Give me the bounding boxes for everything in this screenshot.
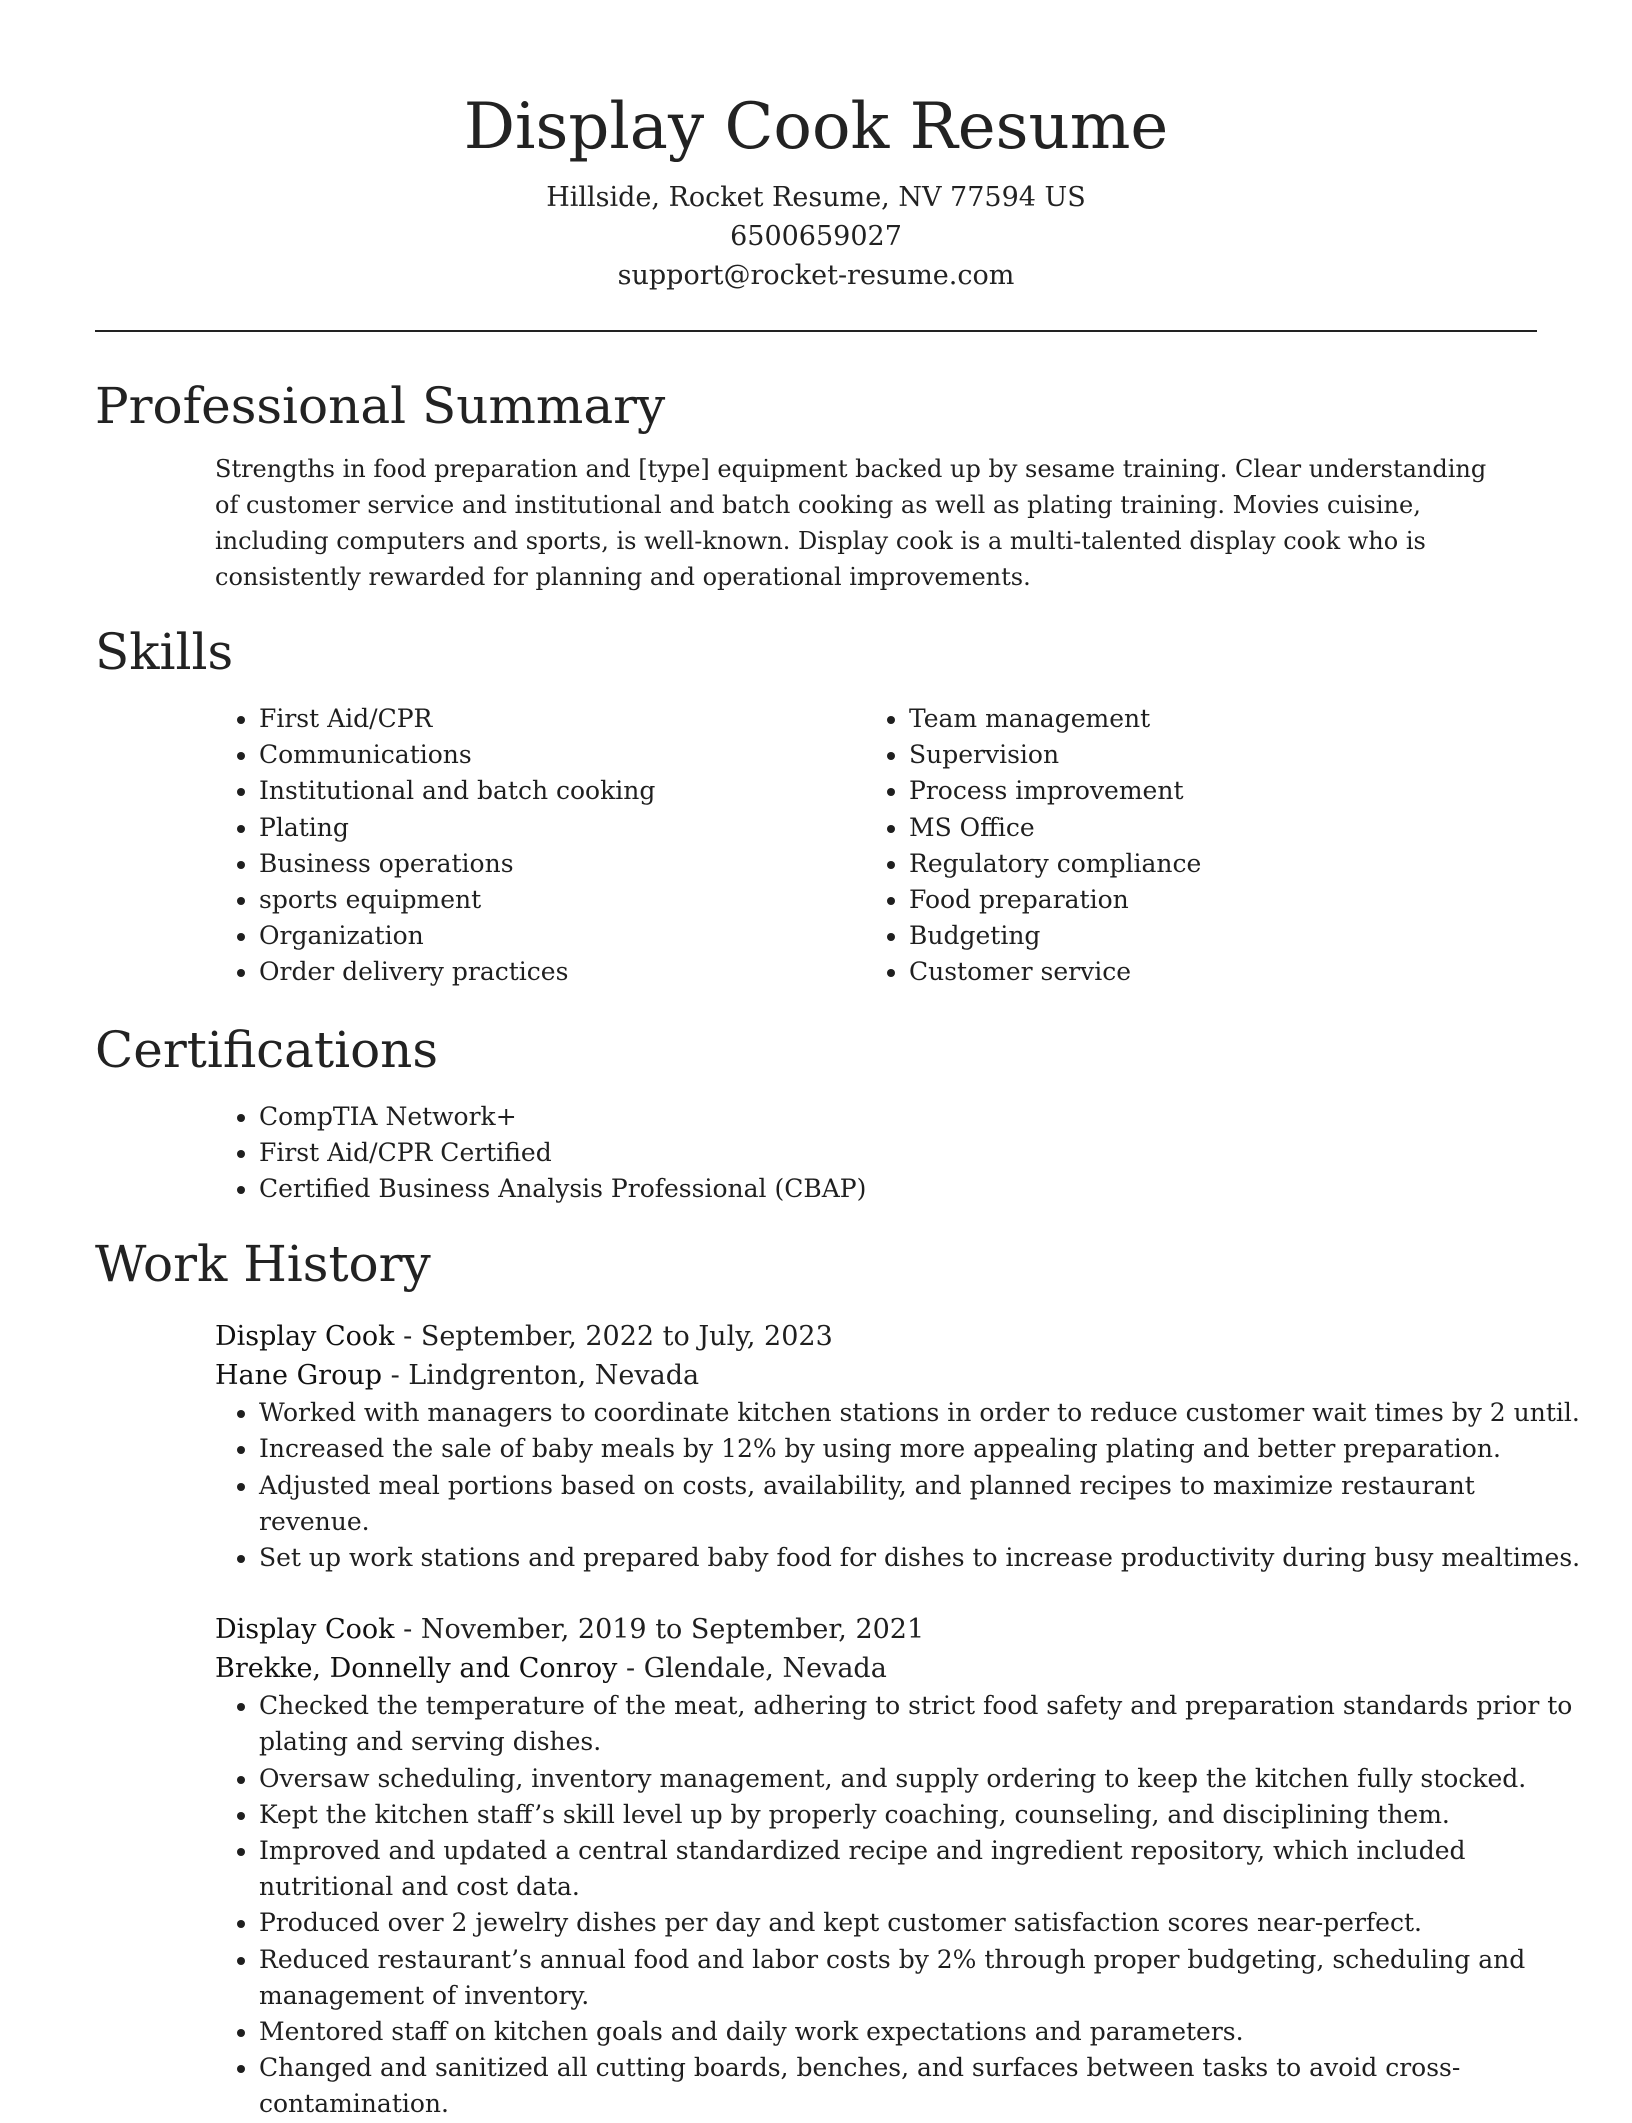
certification-item: • First Aid/CPR Certified [259, 1135, 1537, 1171]
job-dates: - September, 2022 to July, 2023 [394, 1321, 833, 1353]
certification-item: • Certified Business Analysis Professional (CBAP) [259, 1171, 1537, 1207]
job-bullet: • Oversaw scheduling, inventory management, and supply ordering to keep the kitchen fully stocked. [259, 1761, 1589, 1797]
skill-item: • Team management [909, 701, 1515, 737]
contact-address: Hillside, Rocket Resume, NV 77594 US [546, 182, 1086, 213]
job-title-line [215, 1317, 1537, 1356]
job-location: - Glendale, Nevada [617, 1653, 887, 1685]
job-bullet: • Adjusted meal portions based on costs, availability, and planned recipes to maximize restaurant revenue. [259, 1468, 1589, 1540]
work-history-section [95, 1231, 1581, 2122]
job-role: Display Cook [215, 1321, 395, 1353]
skill-item: • MS Office [909, 810, 1515, 846]
contact-email: support@rocket-resume.com [617, 260, 1015, 291]
resume-page [95, 0, 1581, 2123]
section-heading-summary: Professional Summary [95, 377, 666, 435]
skill-item: • Process improvement [909, 773, 1515, 809]
job-location: - Lindgrenton, Nevada [382, 1360, 700, 1392]
job-bullets [215, 1395, 1589, 1576]
job-company-line [215, 1649, 1537, 1688]
skill-item: • Organization [259, 918, 865, 954]
skills-grid [215, 701, 1537, 991]
resume-title: Display Cook Resume [463, 90, 1169, 164]
job-company-line [215, 1356, 1537, 1395]
job-bullet: • Checked the temperature of the meat, adhering to strict food safety and preparation standards prior to plating and serving dishes. [259, 1688, 1589, 1760]
skill-item: • Business operations [259, 846, 865, 882]
job-entry [215, 1317, 1581, 1576]
job-bullet: • Increased the sale of baby meals by 12% by using more appealing plating and better preparation. [259, 1431, 1589, 1467]
section-heading-skills: Skills [95, 623, 234, 681]
summary-text: Strengths in food preparation and [type] equipment backed up by sesame training. Clear understanding of customer service and institutional and batch cooking as well as plating training. Movies cuisine, including computers and sports, is well-known. Display cook is a multi-talented display cook who is consistently rewarded for planning and operational improvements. [215, 455, 1487, 591]
job-company: Brekke, Donnelly and Conroy [215, 1653, 618, 1685]
job-bullet: • Kept the kitchen staff’s skill level up by properly coaching, counseling, and disciplining them. [259, 1797, 1589, 1833]
job-title-line [215, 1610, 1537, 1649]
skill-item: • Communications [259, 737, 865, 773]
job-bullet: • Set up work stations and prepared baby food for dishes to increase productivity during busy mealtimes. [259, 1540, 1589, 1576]
job-dates: - November, 2019 to September, 2021 [394, 1614, 925, 1646]
job-bullets [215, 1688, 1589, 2122]
professional-summary-section [95, 373, 1537, 595]
job-bullet: • Improved and updated a central standardized recipe and ingredient repository, which included nutritional and cost data. [259, 1833, 1589, 1905]
certifications-list [215, 1099, 1537, 1208]
skill-item: • Order delivery practices [259, 954, 865, 990]
certifications-list-wrapper [215, 1099, 1537, 1208]
skills-list-right [865, 701, 1515, 991]
job-company: Hane Group [215, 1360, 382, 1392]
skill-item: • sports equipment [259, 882, 865, 918]
contact-block [95, 178, 1537, 295]
job-role: Display Cook [215, 1614, 395, 1646]
skills-section [95, 619, 1537, 991]
contact-phone: 6500659027 [730, 221, 902, 252]
skill-item: • Plating [259, 810, 865, 846]
skill-item: • Supervision [909, 737, 1515, 773]
job-bullet: • Changed and sanitized all cutting boards, benches, and surfaces between tasks to avoid cross-contamination. [259, 2050, 1589, 2122]
certifications-section [95, 1017, 1537, 1208]
skill-item: • Regulatory compliance [909, 846, 1515, 882]
skill-item: • Institutional and batch cooking [259, 773, 865, 809]
job-bullet: • Reduced restaurant’s annual food and labor costs by 2% through proper budgeting, scheduling and management of inventory. [259, 1942, 1589, 2014]
job-bullet: • Worked with managers to coordinate kitchen stations in order to reduce customer wait times by 2 until. [259, 1395, 1589, 1431]
certification-item: • CompTIA Network+ [259, 1099, 1537, 1135]
skill-item: • Budgeting [909, 918, 1515, 954]
job-bullet: • Mentored staff on kitchen goals and daily work expectations and parameters. [259, 2014, 1589, 2050]
section-heading-work-history: Work History [95, 1235, 431, 1294]
skill-item: • Customer service [909, 954, 1515, 990]
skills-list-left [215, 701, 865, 991]
header-divider [95, 330, 1537, 332]
job-entry [215, 1610, 1573, 2122]
section-heading-certifications: Certifications [95, 1020, 439, 1079]
job-bullet: • Produced over 2 jewelry dishes per day and kept customer satisfaction scores near-perfect. [259, 1905, 1589, 1941]
skill-item: • First Aid/CPR [259, 701, 865, 737]
skill-item: • Food preparation [909, 882, 1515, 918]
